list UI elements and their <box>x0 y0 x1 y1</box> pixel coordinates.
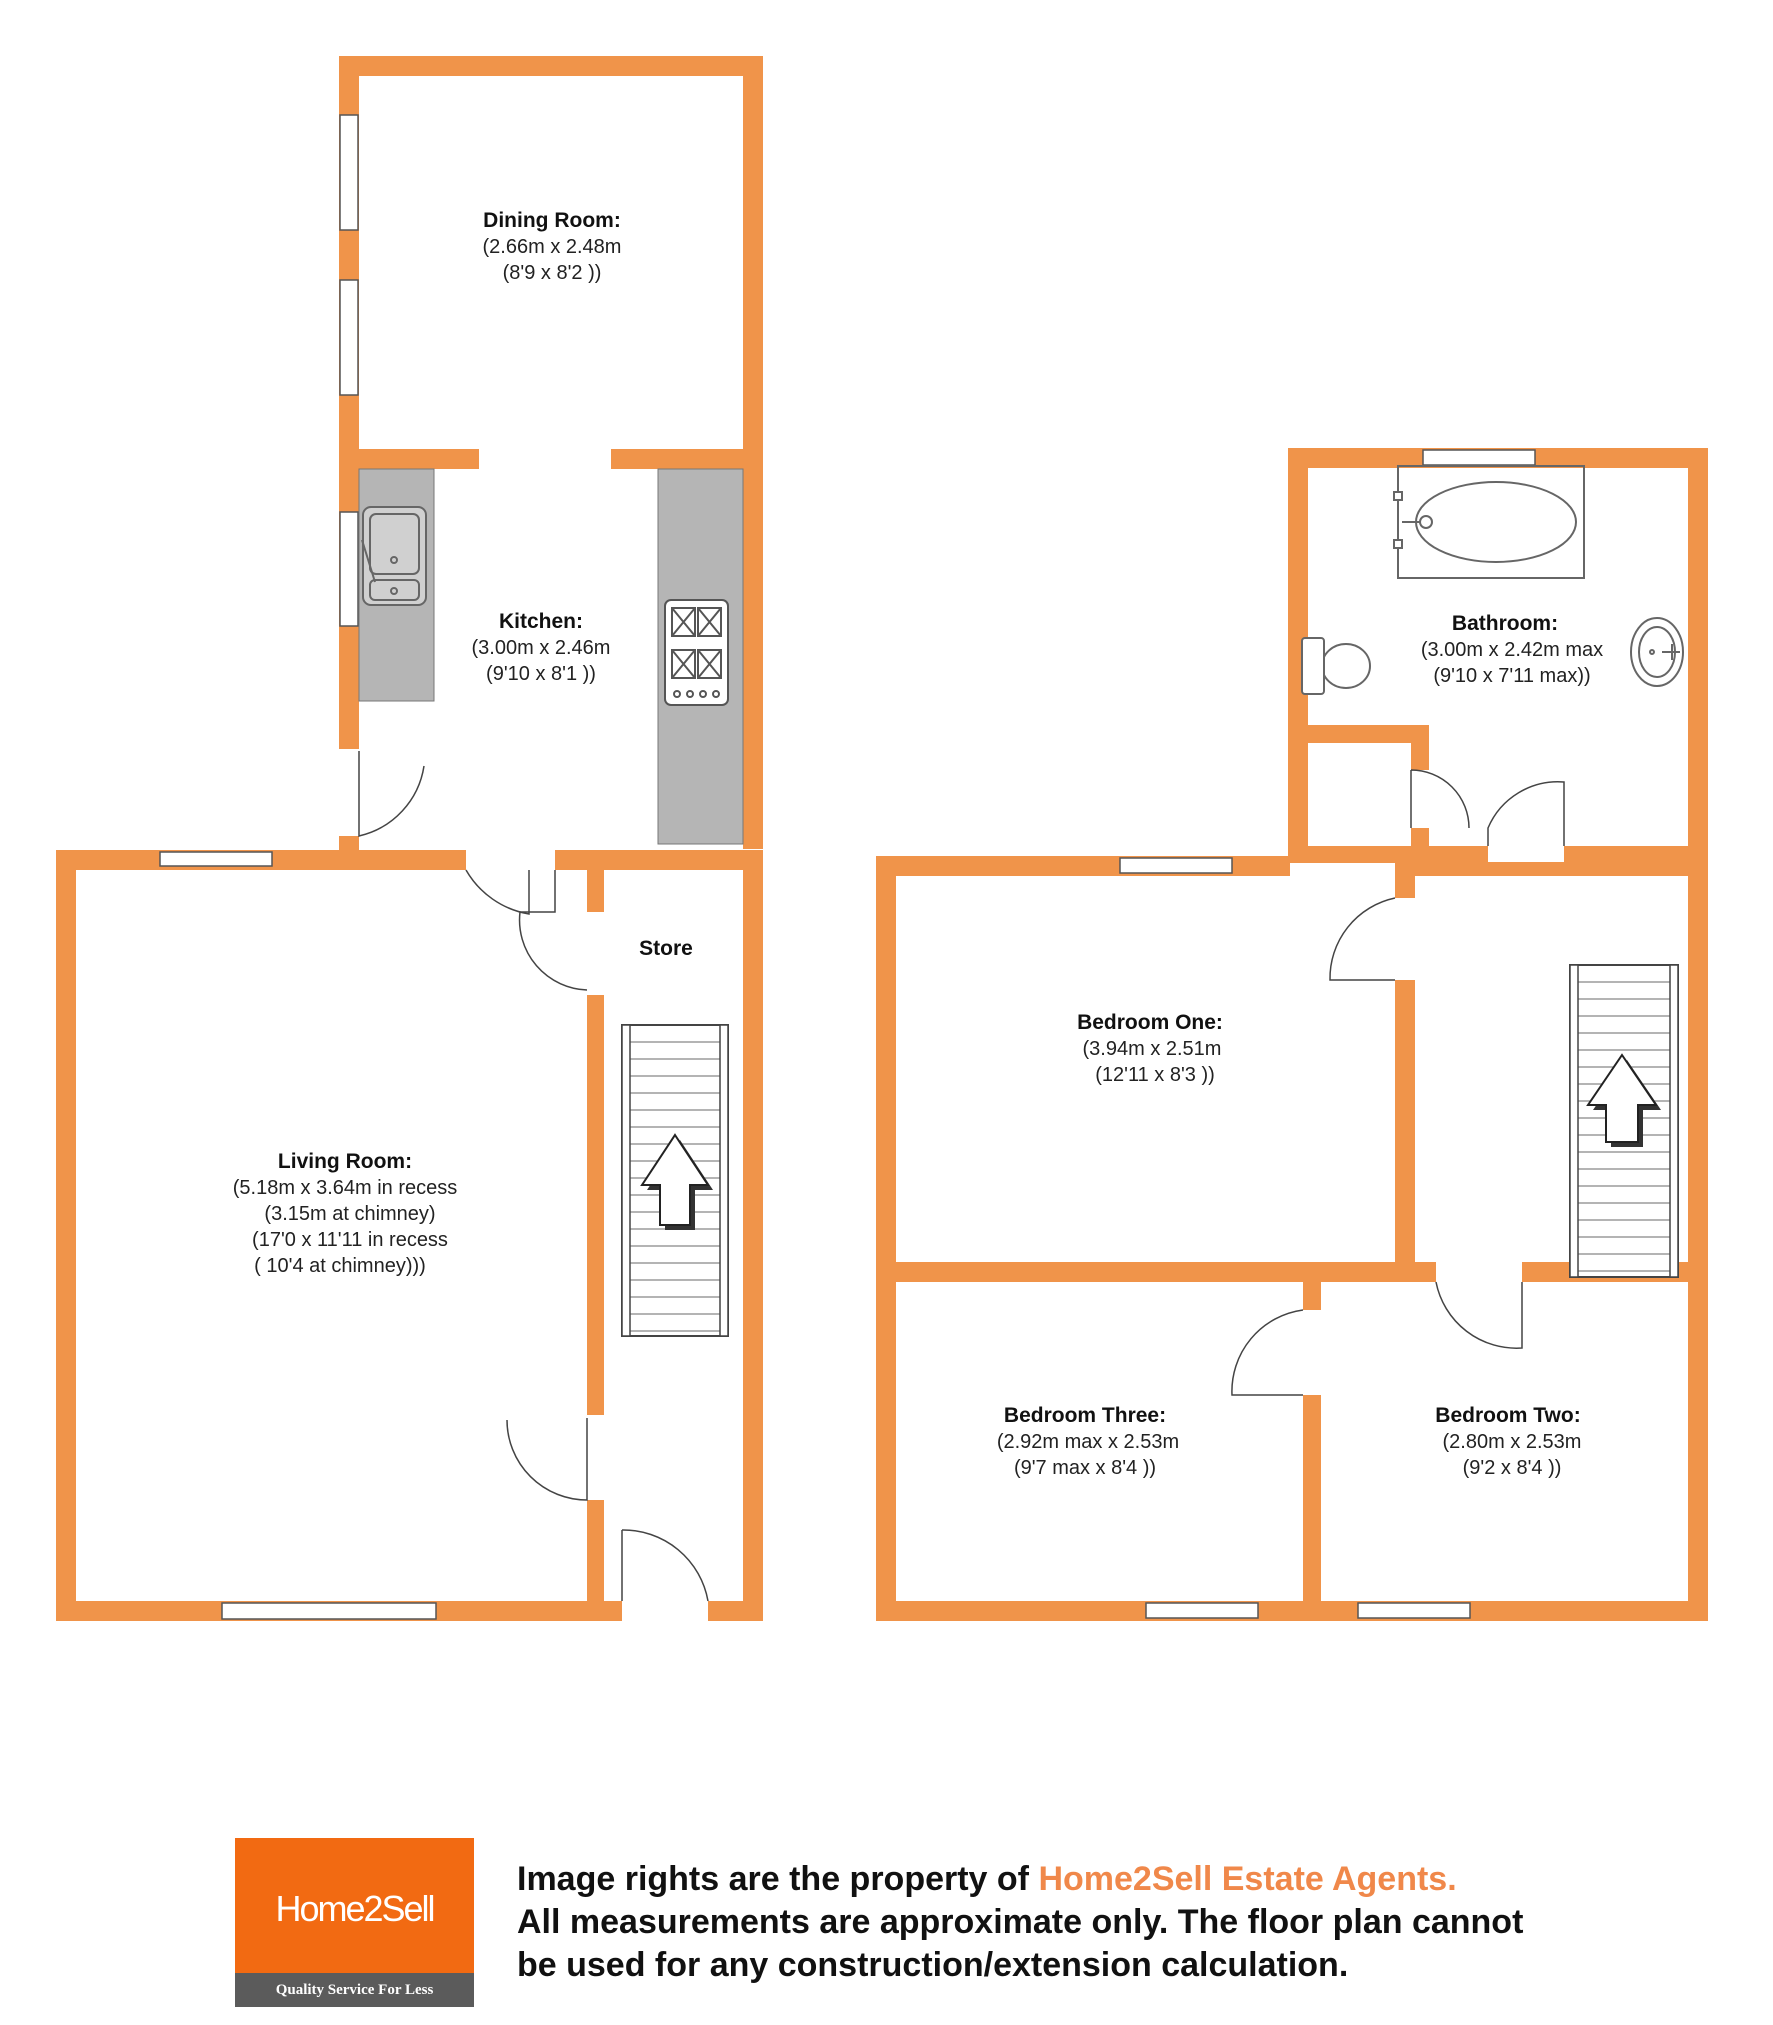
kitchen-dims: (3.00m x 2.46m <box>471 637 611 659</box>
living-room-line3: (17'0 x 11'11 in recess <box>252 1229 448 1251</box>
kitchen-label <box>472 610 611 685</box>
bathroom-imperial: (9'10 x 7'11 max)) <box>1433 665 1591 687</box>
home2sell-logo <box>235 1838 474 2007</box>
dining-room-imperial: (8'9 x 8'2 )) <box>502 262 602 284</box>
bedroom-one-imperial: (12'11 x 8'3 )) <box>1095 1064 1215 1086</box>
bathroom-doorway <box>1488 848 1564 862</box>
bedroom-two-label <box>1435 1404 1581 1479</box>
sink-icon <box>362 507 426 605</box>
basin-icon <box>1631 618 1683 686</box>
bathroom-label <box>1421 612 1603 687</box>
bathtub-icon <box>1394 466 1584 578</box>
bathroom-dims: (3.00m x 2.42m max <box>1420 639 1604 661</box>
disclaimer-brand: Home2Sell Estate Agents. <box>1038 1860 1457 1898</box>
disclaimer-line2: All measurements are approximate only. The floor plan cannot <box>517 1903 1524 1941</box>
first-floor-stairs-icon <box>1570 965 1678 1277</box>
bedroom-two-doorway <box>1436 1264 1522 1280</box>
bedroom-three-dims: (2.92m max x 2.53m <box>996 1431 1180 1453</box>
dining-room-name: Dining Room: <box>483 209 621 232</box>
kitchen-name: Kitchen: <box>499 610 583 633</box>
store-label: Store <box>639 937 693 960</box>
kitchen-dining-opening <box>479 452 611 466</box>
bedroom-one-dims: (3.94m x 2.51m <box>1082 1038 1222 1060</box>
disclaimer-line3: be used for any construction/extension calculation. <box>517 1946 1349 1984</box>
ground-stairs-icon <box>622 1025 728 1336</box>
bedroom-two-imperial: (9'2 x 8'4 )) <box>1462 1457 1562 1479</box>
living-room-line2: (3.15m at chimney) <box>264 1203 436 1225</box>
toilet-icon <box>1302 638 1370 694</box>
living-room-label <box>233 1150 458 1277</box>
living-room-line1: (5.18m x 3.64m in recess <box>232 1177 458 1199</box>
bedroom-three-name: Bedroom Three: <box>1003 1404 1167 1427</box>
dining-room-dims: (2.66m x 2.48m <box>482 236 622 258</box>
living-room-name: Living Room: <box>277 1150 413 1173</box>
bedroom-three-imperial: (9'7 max x 8'4 )) <box>1013 1457 1157 1479</box>
kitchen-living-doorway <box>466 852 555 868</box>
ground-floor <box>56 56 763 1621</box>
living-room-line4: ( 10'4 at chimney))) <box>254 1255 426 1277</box>
kitchen-imperial: (9'10 x 8'1 )) <box>486 663 596 685</box>
disclaimer-line1 <box>517 1858 1717 1901</box>
dining-room-label <box>483 209 622 284</box>
bedroom-two-dims: (2.80m x 2.53m <box>1442 1431 1582 1453</box>
bedroom-two-name: Bedroom Two: <box>1435 1404 1581 1427</box>
bedroom-one-label <box>1077 1011 1223 1086</box>
bedroom-one-name: Bedroom One: <box>1077 1011 1223 1034</box>
kitchen-back-door-gap <box>341 749 357 836</box>
disclaimer-prefix: Image rights are the property of <box>517 1860 1039 1898</box>
logo-tagline: Quality Service For Less <box>235 1973 474 2007</box>
logo-wordmark: Home2Sell <box>275 1888 434 1929</box>
hob-icon <box>665 600 728 705</box>
bathroom-name: Bathroom: <box>1451 612 1559 635</box>
disclaimer-text <box>517 1858 1717 1987</box>
bedroom-three-label <box>997 1404 1179 1479</box>
